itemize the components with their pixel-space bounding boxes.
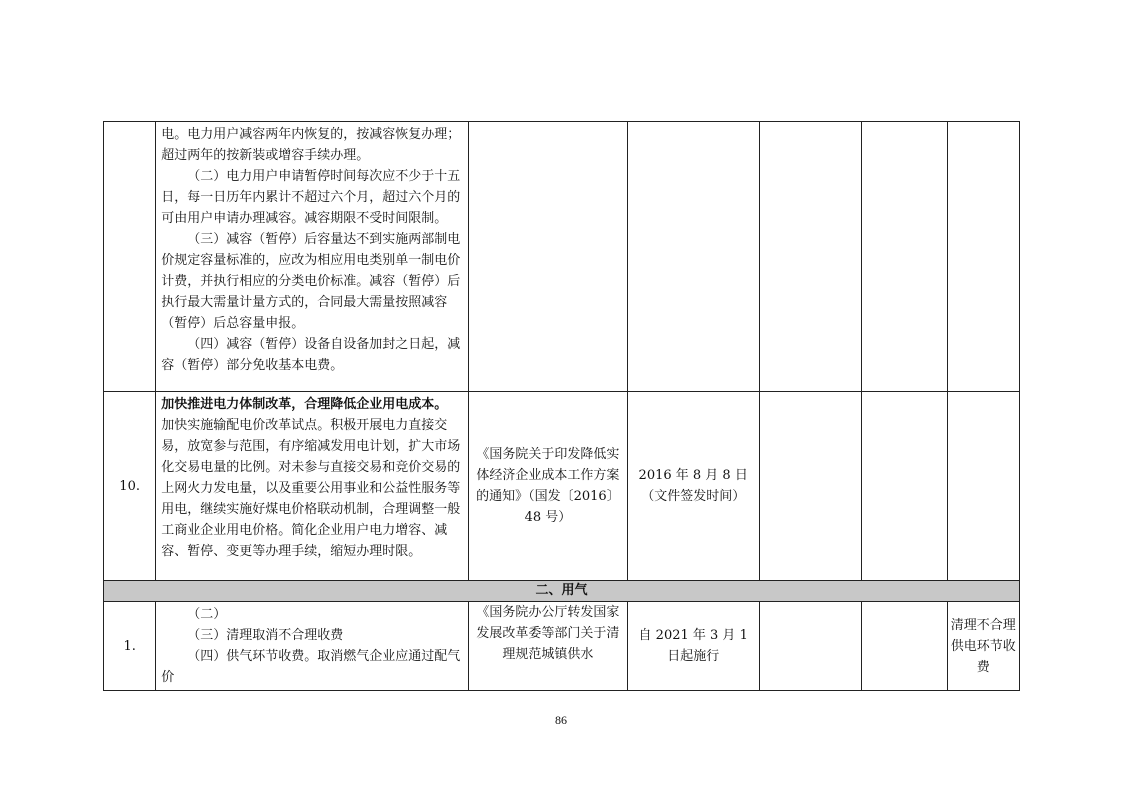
time-cell xyxy=(627,122,759,392)
page-number: 86 xyxy=(555,713,567,727)
basis-cell: 《国务院办公厅转发国家发展改革委等部门关于清理规范城镇供水 xyxy=(468,602,627,691)
basis-cell: 《国务院关于印发降低实体经济企业成本工作方案的通知》（国发〔2016〕48 号） xyxy=(468,392,627,581)
table-row xyxy=(104,602,1020,691)
content-paragraph: 电。电力用户减容两年内恢复的，按减容恢复办理；超过两年的按新装或增容手续办理。 xyxy=(161,127,461,163)
time-cell: 自 2021 年 3 月 1 日起施行 xyxy=(627,602,759,691)
row-number-cell xyxy=(104,122,156,392)
policy-table xyxy=(103,121,1020,691)
content-cell xyxy=(156,122,469,392)
basis-cell xyxy=(468,122,627,392)
content-paragraph: （三）减容（暂停）后容量达不到实施两部制电价规定容量标准的，应改为相应用电类别单一制电价计费，并执行相应的分类电价标准。减容（暂停）后执行最大需量计量方式的，合同最大需量按照减容（暂停）后总容量申报。 xyxy=(161,232,461,331)
row-number: 10. xyxy=(104,392,156,581)
content-heading: 加快推进电力体制改革，合理降低企业用电成本。 xyxy=(161,397,448,412)
content-line: （四）供气环节收费。取消燃气企业应通过配气价 xyxy=(161,649,461,685)
empty-cell xyxy=(862,122,947,392)
content-paragraph: （四）减容（暂停）设备自设备加封之日起，减容（暂停）部分免收基本电费。 xyxy=(161,337,461,373)
empty-cell xyxy=(947,392,1019,581)
content-paragraph: （二）电力用户申请暂停时间每次应不少于十五日，每一日历年内累计不超过六个月，超过六个月的可由用户申请办理减容。减容期限不受时间限制。 xyxy=(161,169,461,226)
empty-cell xyxy=(759,602,862,691)
content-cell xyxy=(156,602,469,691)
empty-cell xyxy=(862,392,947,581)
empty-cell xyxy=(759,122,862,392)
content-cell xyxy=(156,392,469,581)
note-cell: 清理不合理供电环节收费 xyxy=(947,602,1019,691)
content-line: （二） xyxy=(187,607,227,622)
section-title: 二、用气 xyxy=(104,581,1020,602)
table-row xyxy=(104,392,1020,581)
content-paragraph: 加快实施输配电价改革试点。积极开展电力直接交易，放宽参与范围，有序缩减发用电计划，扩大市场化交易电量的比例。对未参与直接交易和竞价交易的上网火力发电量，以及重要公用事业和公益性服务等用电，继续实施好煤电价格联动机制，合理调整一般工商业企业用电价格。简化企业用户电力增容、减容、暂停、变更等办理手续，缩短办理时限。 xyxy=(161,418,461,559)
content-line: （三）清理取消不合理收费 xyxy=(187,628,344,643)
row-number: 1. xyxy=(104,602,156,691)
empty-cell xyxy=(759,392,862,581)
empty-cell xyxy=(947,122,1019,392)
empty-cell xyxy=(862,602,947,691)
time-cell: 2016 年 8 月 8 日（文件签发时间） xyxy=(627,392,759,581)
table-row xyxy=(104,122,1020,392)
section-header-row xyxy=(104,581,1020,602)
